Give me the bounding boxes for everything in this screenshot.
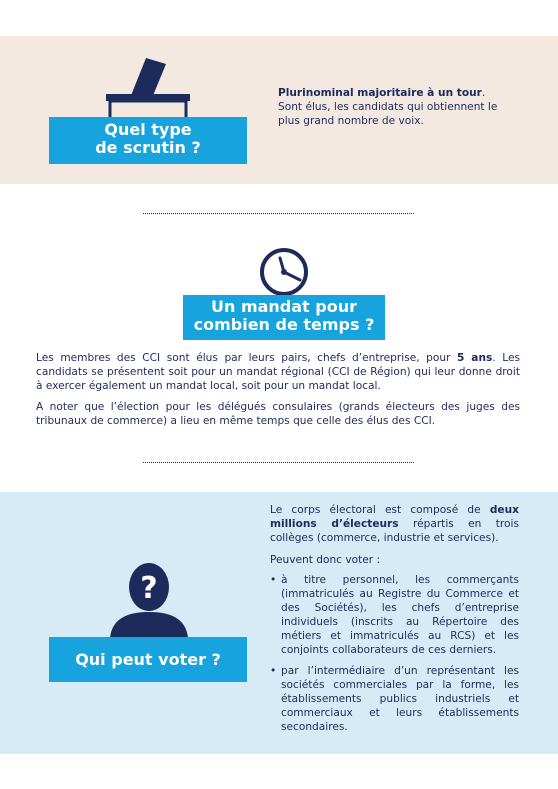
voter-badge-label: Qui peut voter ? (75, 650, 221, 669)
voter-paragraph-2: Peuvent donc voter : (270, 553, 381, 566)
question-glyph: ? (140, 571, 158, 606)
voter-badge (49, 637, 247, 682)
voter-p1-b: répartis en trois collèges (commerce, industrie et services). (270, 517, 519, 544)
clock-icon (246, 244, 322, 300)
scrutin-text (278, 87, 508, 129)
person-question-icon (108, 562, 190, 638)
voter-p1-a: Le corps électoral est composé de (270, 504, 490, 516)
mandat-paragraph-1 (36, 352, 520, 394)
mandat-badge (183, 295, 385, 340)
voter-bullet-1 (270, 574, 519, 658)
mandat-badge-line2: combien de temps ? (193, 315, 375, 335)
mandat-paragraph-2: A noter que l’élection pour les délégués consulaires (grands électeurs des juges des tribunaux de commerce) a lieu en même temps que celle des élus des CCI. (36, 400, 520, 427)
divider-1 (143, 213, 414, 214)
bullet-dot: • (270, 573, 277, 586)
mandat-badge-line1: Un mandat pour (210, 297, 357, 316)
voter-p1-bold: deux millions d’électeurs (270, 504, 519, 530)
mandat-p1-a: Les membres des CCI sont élus par leurs pairs, chefs d’entreprise, pour (36, 352, 458, 364)
voter-paragraph-1 (270, 504, 519, 546)
scrutin-badge (49, 117, 247, 164)
mandat-p1-bold: 5 ans (457, 352, 493, 364)
mandat-p1-b: . Les candidats se présentent soit pour un mandat régional (CCI de Région) qui leur donne droit à exercer également un mandat local, soit pour un mandat local. (36, 352, 520, 392)
divider-2 (143, 462, 414, 463)
voter-text (270, 504, 519, 735)
voter-bullet-1-text: à titre personnel, les commerçants (immatriculés au Registre du Commerce et des Sociétés), les chefs d’entreprise individuels (inscrits au Répertoire des métiers et immatriculés au RCS) et les conjoints collaborateurs de ces derniers. (281, 573, 519, 656)
scrutin-badge-line2: de scrutin ? (95, 138, 201, 158)
voter-bullet-2-text: par l’intermédiaire d’un représentant les sociétés commerciales par la forme, les établissements publics industriels et commerciaux et leurs établissements secondaires. (281, 664, 519, 733)
voter-bullet-2 (270, 665, 519, 735)
scrutin-rest: . Sont élus, les candidats qui obtiennent le plus grand nombre de voix. (278, 87, 498, 127)
mandat-text (36, 352, 520, 429)
ballot-box-icon (106, 52, 190, 122)
scrutin-bold: Plurinominal majoritaire à un tour (278, 87, 482, 99)
scrutin-badge-line1: Quel type (104, 120, 192, 139)
bullet-dot: • (270, 664, 277, 677)
